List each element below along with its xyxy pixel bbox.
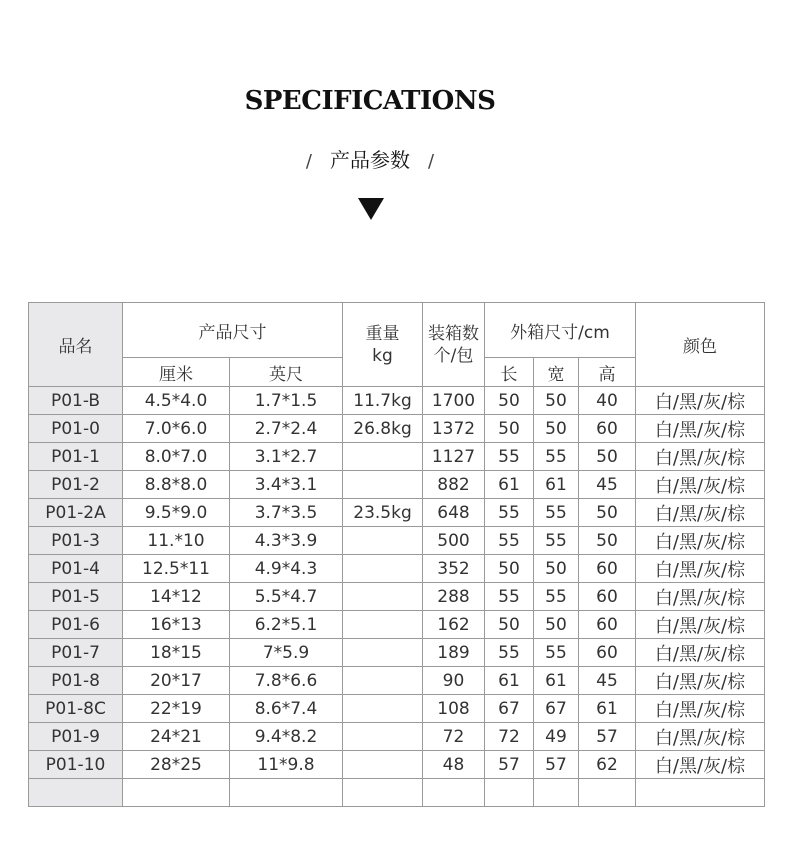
cell-inch: 4.3*3.9 [230,527,343,555]
cell-qty: 1372 [423,415,485,443]
table-row [29,695,765,723]
cell-inch: 8.6*7.4 [230,695,343,723]
cell-h: 60 [579,639,636,667]
cell-cm: 14*12 [123,583,230,611]
cell-color: 白/黑/灰/棕 [636,443,765,471]
cell-name: P01-9 [29,723,123,751]
header-size-cm: 厘米 [123,358,230,387]
down-triangle-icon [358,198,384,220]
cell-weight [343,751,423,779]
slash-left: / [305,151,312,172]
header-carton: 外箱尺寸/cm [485,303,636,358]
cell-h: 57 [579,723,636,751]
cell-l: 61 [485,667,534,695]
page-title: SPECIFICATIONS [244,86,496,116]
table-row [29,667,765,695]
cell-w: 55 [534,639,579,667]
cell-inch: 5.5*4.7 [230,583,343,611]
cell-qty: 1127 [423,443,485,471]
cell-qty: 48 [423,751,485,779]
cell-weight [343,583,423,611]
cell-color: 白/黑/灰/棕 [636,471,765,499]
cell-name: P01-B [29,387,123,415]
table-row [29,751,765,779]
cell-cm: 22*19 [123,695,230,723]
cell-weight: 11.7kg [343,387,423,415]
cell-inch: 7*5.9 [230,639,343,667]
cell-name: P01-2A [29,499,123,527]
cell-h: 60 [579,555,636,583]
cell-w: 55 [534,443,579,471]
header-color: 颜色 [636,303,765,387]
subtitle-text: 产品参数 [330,148,410,172]
cell-name [29,779,123,807]
cell-weight: 23.5kg [343,499,423,527]
cell-cm: 24*21 [123,723,230,751]
cell-l: 55 [485,583,534,611]
cell-qty: 1700 [423,387,485,415]
table-row [29,611,765,639]
cell-l: 55 [485,499,534,527]
cell-color: 白/黑/灰/棕 [636,695,765,723]
cell-w [534,779,579,807]
header-qty [423,303,485,387]
cell-h: 60 [579,415,636,443]
cell-weight [343,723,423,751]
header-size: 产品尺寸 [123,303,343,358]
cell-qty: 352 [423,555,485,583]
cell-inch: 7.8*6.6 [230,667,343,695]
cell-l: 61 [485,471,534,499]
cell-cm: 11.*10 [123,527,230,555]
cell-weight: 26.8kg [343,415,423,443]
cell-qty: 108 [423,695,485,723]
cell-name: P01-5 [29,583,123,611]
cell-name: P01-0 [29,415,123,443]
cell-inch [230,779,343,807]
cell-color: 白/黑/灰/棕 [636,387,765,415]
cell-weight [343,443,423,471]
cell-l: 55 [485,527,534,555]
cell-cm [123,779,230,807]
cell-cm: 20*17 [123,667,230,695]
table-row [29,499,765,527]
cell-w: 49 [534,723,579,751]
cell-name: P01-6 [29,611,123,639]
cell-qty: 162 [423,611,485,639]
table-row [29,527,765,555]
cell-weight [343,779,423,807]
cell-cm: 7.0*6.0 [123,415,230,443]
cell-weight [343,667,423,695]
cell-weight [343,695,423,723]
page-subtitle [0,144,740,173]
cell-l: 50 [485,611,534,639]
cell-inch: 3.1*2.7 [230,443,343,471]
header-weight-line1: 重量 [365,323,400,344]
cell-h: 50 [579,499,636,527]
cell-w: 55 [534,527,579,555]
table-row [29,443,765,471]
cell-cm: 18*15 [123,639,230,667]
cell-name: P01-4 [29,555,123,583]
cell-w: 50 [534,387,579,415]
cell-inch: 2.7*2.4 [230,415,343,443]
cell-cm: 16*13 [123,611,230,639]
cell-inch: 1.7*1.5 [230,387,343,415]
cell-qty: 72 [423,723,485,751]
cell-w: 61 [534,471,579,499]
cell-qty [423,779,485,807]
cell-l: 50 [485,415,534,443]
header-qty-line2: 个/包 [433,345,474,366]
cell-color: 白/黑/灰/棕 [636,751,765,779]
cell-w: 50 [534,611,579,639]
cell-l: 50 [485,387,534,415]
slash-right: / [428,151,435,172]
table-row [29,779,765,807]
cell-weight [343,555,423,583]
table-row [29,387,765,415]
cell-weight [343,471,423,499]
cell-w: 61 [534,667,579,695]
table-row [29,415,765,443]
cell-color: 白/黑/灰/棕 [636,583,765,611]
cell-h [579,779,636,807]
cell-h: 45 [579,667,636,695]
cell-color [636,779,765,807]
cell-inch: 11*9.8 [230,751,343,779]
header-carton-h: 高 [579,358,636,387]
cell-cm: 12.5*11 [123,555,230,583]
cell-name: P01-1 [29,443,123,471]
cell-h: 40 [579,387,636,415]
cell-weight [343,527,423,555]
cell-inch: 9.4*8.2 [230,723,343,751]
cell-cm: 4.5*4.0 [123,387,230,415]
header-size-in: 英尺 [230,358,343,387]
cell-h: 62 [579,751,636,779]
cell-inch: 3.7*3.5 [230,499,343,527]
cell-color: 白/黑/灰/棕 [636,499,765,527]
cell-w: 50 [534,555,579,583]
cell-inch: 3.4*3.1 [230,471,343,499]
cell-cm: 9.5*9.0 [123,499,230,527]
cell-name: P01-8 [29,667,123,695]
cell-name: P01-10 [29,751,123,779]
cell-qty: 288 [423,583,485,611]
cell-l: 55 [485,443,534,471]
cell-name: P01-8C [29,695,123,723]
header-weight [343,303,423,387]
header-qty-line1: 装箱数 [428,323,479,344]
table-row [29,583,765,611]
table-row [29,723,765,751]
cell-cm: 8.8*8.0 [123,471,230,499]
cell-cm: 28*25 [123,751,230,779]
cell-l: 67 [485,695,534,723]
cell-w: 50 [534,415,579,443]
cell-color: 白/黑/灰/棕 [636,611,765,639]
cell-qty: 189 [423,639,485,667]
header-weight-line2: kg [372,345,393,366]
cell-weight [343,639,423,667]
specifications-table [28,302,765,807]
cell-name: P01-2 [29,471,123,499]
cell-l: 57 [485,751,534,779]
cell-l: 55 [485,639,534,667]
cell-color: 白/黑/灰/棕 [636,555,765,583]
header-carton-l: 长 [485,358,534,387]
header-carton-w: 宽 [534,358,579,387]
cell-color: 白/黑/灰/棕 [636,415,765,443]
header-name: 品名 [29,303,123,387]
cell-l: 50 [485,555,534,583]
cell-w: 57 [534,751,579,779]
cell-inch: 6.2*5.1 [230,611,343,639]
cell-w: 55 [534,583,579,611]
table-row [29,555,765,583]
cell-h: 61 [579,695,636,723]
cell-color: 白/黑/灰/棕 [636,723,765,751]
cell-qty: 882 [423,471,485,499]
cell-inch: 4.9*4.3 [230,555,343,583]
table-row [29,639,765,667]
cell-color: 白/黑/灰/棕 [636,527,765,555]
cell-h: 60 [579,611,636,639]
table-row [29,471,765,499]
cell-w: 67 [534,695,579,723]
cell-h: 50 [579,527,636,555]
cell-h: 50 [579,443,636,471]
cell-weight [343,611,423,639]
cell-h: 45 [579,471,636,499]
cell-color: 白/黑/灰/棕 [636,667,765,695]
cell-l: 72 [485,723,534,751]
cell-cm: 8.0*7.0 [123,443,230,471]
cell-w: 55 [534,499,579,527]
cell-qty: 500 [423,527,485,555]
cell-qty: 648 [423,499,485,527]
cell-name: P01-7 [29,639,123,667]
cell-h: 60 [579,583,636,611]
cell-l [485,779,534,807]
cell-name: P01-3 [29,527,123,555]
cell-qty: 90 [423,667,485,695]
cell-color: 白/黑/灰/棕 [636,639,765,667]
